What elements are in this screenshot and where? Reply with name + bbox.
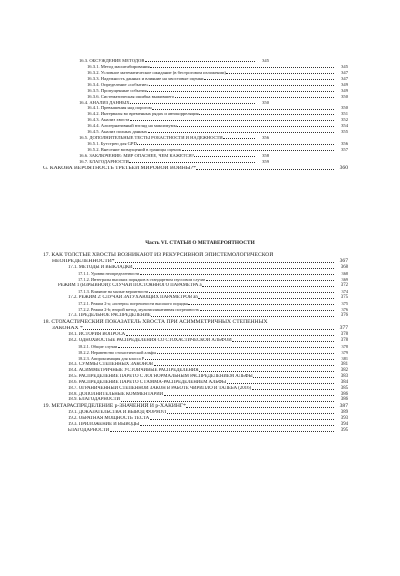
dot-leader [148,129,334,133]
toc-entry-title: 16.4.3. Анализ хвоста [87,117,130,123]
toc-entry-page: 345 [262,57,269,63]
toc-entry-title: 16.5. ДОПОЛНИТЕЛЬНЫЕ ТЕСТЫ РОБАСТНОСТИ И НАДЕЖНОСТИ [79,135,223,141]
toc-entry-page: 378 [341,344,348,349]
toc-entry-title: 19.1. ДОКАЗАТЕЛЬСТВА И ВЫВОД ФОРМУЛ [68,410,167,416]
dot-leader [196,166,333,170]
toc-entry-title: 18.5. РАСПРЕДЕЛЕНИЕ ПАРЕТО С ЛОГНОРМАЛЬНЫМ РАСПРЕДЕЛЕНИЕМ АЛЬФЫ [68,373,253,379]
toc-entry-title: 17.1.1. Уровни неопределенности [78,271,140,277]
toc-entry-title: 19.3. ПРИЛОЖЕНИЕ И ВЫВОДЫ [68,421,140,427]
dot-leader [182,147,334,151]
toc-entry-title: 18.7. ОГРАНИЧЕННЫЙ СТЕПЕННОЙ ЗАКОН В РАБОТЕ ЧИРИЛЛО И ТАЛЕБА (2016) [68,385,252,391]
dot-leader [206,277,334,281]
toc-entry-page: 372 [340,283,348,289]
toc-entry-title: 16.3.6. Систематическая ошибка выжившего [87,93,175,99]
dot-leader [149,289,334,293]
dot-leader [202,283,333,287]
dot-leader [151,313,333,317]
toc-entry-title: БЛАГОДАРНОСТИ [68,427,110,433]
toc-entry-title: 16.3.2. Условное математическое ожидание (в бестроговом изложении) [87,69,226,75]
dot-leader [145,356,334,360]
dot-leader [140,271,334,275]
toc-entry-title: 18.2.2. Неравенство стохастической альфы [78,349,157,355]
toc-entry-title: 17.3. ПРЕДЕЛЬНОЕ РАСПРЕДЕЛЕНИЕ [68,312,151,318]
toc-entry-page: 376 [341,306,348,312]
dot-leader [145,58,255,62]
toc-entry[interactable] [0,427,400,433]
dot-leader [152,106,333,110]
toc-entry-page: 356 [341,141,348,147]
toc-entry-title: 18.9. БЛАГОДАРНОСТИ [68,397,121,403]
dot-leader [147,88,333,92]
part-heading: Часть VI. СТАТЬИ О МЕТАВЕРОЯТНОСТИ [145,240,255,246]
toc-entry-page: 345 [341,63,348,69]
toc-entry-title: 16.3.4. Определение «событие» [87,81,149,87]
dot-leader [157,350,334,354]
toc-entry-title: 16.4.5. Анализ полных данных [87,129,148,135]
dot-leader [164,392,334,396]
dot-leader [110,428,334,432]
toc-entry-title: 16.7. БЛАГОДАРНОСТИ [79,158,129,164]
toc-section-a [0,57,400,171]
toc-entry[interactable] [0,258,400,265]
dot-leader [226,70,333,74]
dot-leader [200,307,334,311]
toc-entry-page: 382 [340,367,348,373]
toc-entry-page: 356 [262,135,269,141]
toc-entry-page: 376 [340,312,348,318]
toc-entry-page: 352 [341,117,348,123]
toc-entry-page: 368 [340,265,348,271]
toc-entry-title: 18.1. ИСТОРИЯ ВОПРОСА [68,332,126,338]
toc-entry[interactable] [0,164,400,171]
toc-entry-title: 17.2.1. Режим 2-a; «потери» погрешности высокого порядка [78,300,188,306]
toc-entry-page: 354 [341,123,348,129]
toc-entry-title: ЗАКОНАХ * [52,326,83,332]
toc-entry-title: 18.4. АСИММЕТРИЧНЫЕ УСТОЙЧИВЫЕ РАСПРЕДЕЛЕНИЯ [68,367,199,373]
toc-entry-page: 374 [341,289,348,295]
toc-entry-page: 384 [340,379,348,385]
toc-entry-title: 16.4.1. Превышения над порогом [87,105,152,111]
toc-entry-page: 394 [340,421,348,427]
toc-entry-title: 16.4.2. Интервалы во временных рядах и автокорреляция [87,111,199,117]
toc-entry-title: 17.1.3. Влияние на малые вероятности [78,289,149,295]
dot-leader [129,159,254,163]
dot-leader [186,404,333,408]
toc-entry-title: 16.3.5. Пропущенные события [87,87,147,93]
dot-leader [154,362,334,366]
toc-entry-title: 18.3. СУММЫ СТЕПЕННЫХ ЗАКОНОВ [68,361,154,367]
dot-leader [167,410,334,414]
toc-entry-page: 350 [341,105,348,111]
toc-entry-page: 350 [341,93,348,99]
toc-entry-page: 375 [340,295,348,300]
toc-entry-page: 386 [340,397,348,403]
toc-entry-title: 18.8. ДОПОЛНИТЕЛЬНЫЕ КОММЕНТАРИИ [68,391,164,397]
toc-entry-title: 18.2. ОДНОХВОСТЫЕ РАСПРЕДЕЛЕНИЯ СО СТОХАСТИЧЕСКОЙ АЛЬФОЙ [68,338,232,344]
dot-leader [194,153,254,157]
dot-leader [175,94,334,98]
dot-leader [126,332,334,336]
dot-leader [149,82,333,86]
toc-entry-page: 367 [339,258,348,265]
toc-entry-title: 16.3. ОБСУЖДЕНИЕ МЕТОДОВ [79,57,145,63]
toc-entry-page: 357 [341,147,348,152]
toc-entry-title: 17. КАК ТОЛСТЫЕ ХВОСТЫ ВОЗНИКАЮТ ИЗ РЕКУРСИВНОЙ ЭПИСТЕМОЛОГИЧЕСКОЙ [43,251,274,258]
toc-entry-page: 379 [341,349,348,355]
dot-leader [223,135,254,139]
toc-entry[interactable] [0,325,400,332]
toc-entry-page: 349 [341,87,348,93]
toc-entry-page: 385 [340,385,348,391]
dot-leader [115,259,333,263]
dot-leader [83,326,333,330]
toc-entry-page: 347 [341,75,348,81]
toc-entry-page: 358 [262,152,269,158]
toc-entry-title: 16.5.2. Внесение возмущений в границы оценок [87,147,182,152]
dot-leader [199,111,333,115]
toc-entry-page: 386 [340,391,348,397]
toc-entry-title: 18.2.3. Аппроксимация для класса P [78,355,145,361]
toc-entry[interactable] [0,318,400,325]
dot-leader [140,422,334,426]
toc-entry-title: 16.5.1. Бутстреп для GPD [87,141,137,147]
dot-leader [133,265,333,269]
toc-entry-title: 16.3.3. Надежность данных и влияние на хвостовые оценки [87,75,204,81]
toc-entry-title: 17.1.2. Интегралы высоких порядков в стандартном гауссовом случае [78,277,206,283]
toc-entry-page: 349 [341,81,348,87]
dot-leader [188,301,333,305]
toc-entry-title: 17.2. РЕЖИМ 2: СЛУЧАИ ЗАТУХАЮЩИХ ПАРАМЕТРОВ an [68,295,198,300]
toc-entry-title: 17.1. МЕТОДЫ И ВЫКЛАДКИ [68,265,133,271]
toc-entry-title: 16.4. АНАЛИЗ ДАННЫХ [79,99,130,105]
dot-leader [137,141,333,145]
dot-leader [150,64,333,68]
toc-entry-title: 17.2.2. Режим 2-b; второй метод, мультипликативная погрешность [78,306,200,312]
toc-entry-title: 16.6. ЗАКЛЮЧЕНИЕ: МИР ОПАСНЕЕ, ЧЕМ КАЖЕТСЯ? [79,152,194,158]
toc-entry-title: 19.2. ОБРАТНАЯ МОЩНОСТЬ ТЕСТА [68,416,150,421]
toc-entry-page: 377 [339,325,348,332]
toc-entry-title: 18. СТОХАСТИЧЕСКИЙ ПОКАЗАТЕЛЬ ХВОСТА ПРИ АСИММЕТРИЧНЫХ СТЕПЕННЫХ [43,318,268,325]
toc-entry-page: 351 [341,111,348,117]
dot-leader [253,374,333,378]
toc-entry-page: 381 [341,355,348,361]
toc-entry-title: 16.3.1. Метод масштабирования [87,63,150,69]
toc-entry[interactable] [0,402,400,409]
dot-leader [252,386,334,390]
toc-entry-page: 381 [340,361,348,367]
toc-entry-page: 395 [340,427,348,433]
toc-entry-page: 375 [341,300,348,306]
dot-leader [198,295,333,299]
dot-leader [130,117,334,121]
toc-entry-title: НЕОПРЕДЕЛЕННОСТИ* [52,259,115,265]
toc-entry-page: 359 [262,158,269,164]
toc-entry-page: 383 [340,373,348,379]
dot-leader [121,398,334,402]
toc-entry-title: 16.4.4. Альтернативный взгляд на максимумы [87,123,177,129]
dot-leader [177,123,333,127]
toc-entry[interactable] [0,251,400,258]
dot-leader [130,100,254,104]
toc-entry-page: 378 [340,332,348,338]
toc-entry-page: 347 [341,69,348,75]
toc-entry-title: 18.2.1. Общие случаи [78,344,118,349]
toc-entry-title: 18.6. РАСПРЕДЕЛЕНИЕ ПАРЕТО С ГАММА-РАСПРЕДЕЛЕНИЕМ АЛЬФЫ [68,379,227,385]
toc-entry-page: 355 [341,129,348,135]
toc-entry-page: 360 [339,165,348,172]
toc-entry-page: 378 [340,338,348,344]
toc-entry-title: РЕЖИМ 1 (ВЗРЫВНОЙ): СЛУЧАЙ ПОСТОЯННОГО ПАРАМЕТРА a [58,283,202,289]
dot-leader [118,344,334,348]
dot-leader [227,380,334,384]
toc-entry-page: 389 [340,410,348,416]
toc-entry-page: 368 [341,271,348,277]
toc-section-b [0,251,400,433]
toc-entry-title: 19. МЕТАРАСПРЕДЕЛЕНИЕ p-ЗНАЧЕНИЙ И p-ХАКИНГ* [43,403,186,410]
toc-entry-page: 350 [262,99,269,105]
toc-entry-page: 369 [341,277,348,283]
dot-leader [199,368,333,372]
dot-leader [150,416,334,420]
dot-leader [232,338,333,342]
dot-leader [204,76,333,80]
toc-entry-page: 393 [340,416,348,421]
toc-entry-page: 387 [339,403,348,410]
toc-entry-title: G. КАКОВА ВЕРОЯТНОСТЬ ТРЕТЬЕЙ МИРОВОЙ ВОЙНЫ?* [43,166,196,172]
